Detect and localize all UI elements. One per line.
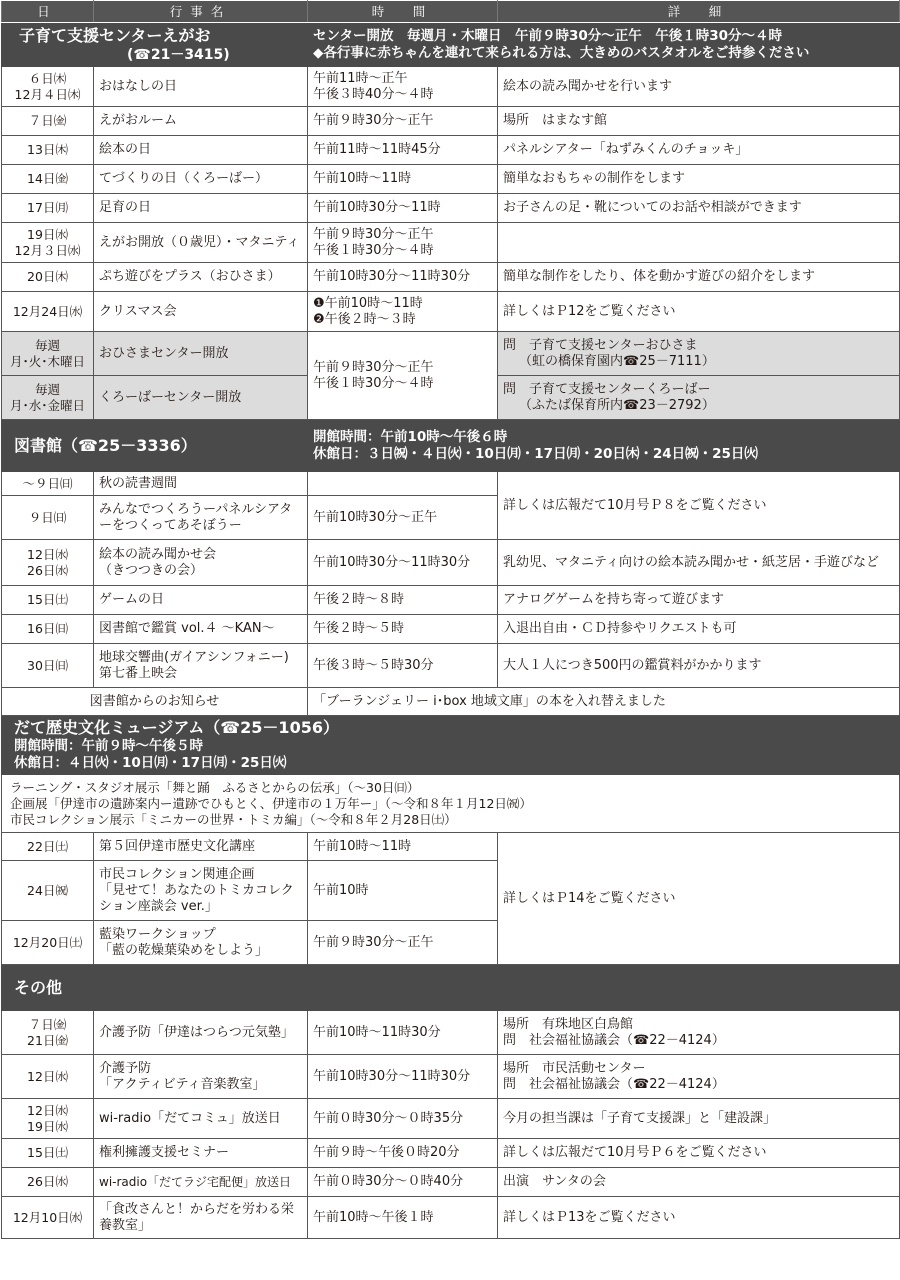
row-date: 17日㈪: [2, 194, 94, 223]
table-row: [2, 644, 900, 688]
row-date: 26日㈬: [2, 1168, 94, 1197]
row-date: ９日㈰: [2, 496, 94, 540]
table-row: [2, 263, 900, 292]
row-date: 19日㈬ 12月３日㈬: [2, 223, 94, 263]
row-detail: パネルシアター「ねずみくんのチョッキ」: [498, 136, 900, 165]
row-date: ～９日㈰: [2, 472, 94, 496]
row-event: 絵本の読み聞かせ会 （きつつきの会）: [94, 540, 308, 586]
row-time: 午前10時～午後１時: [308, 1197, 498, 1239]
row-detail: アナログゲームを持ち寄って遊びます: [498, 586, 900, 615]
row-event: 図書館で鑑賞 vol.４ ～KAN～: [94, 615, 308, 644]
section-info-2: 休館日：３日㈷・４日㈫・10日㈪・17日㈪・20日㈭・24日㈷・25日㈫: [313, 445, 758, 462]
table-header: [2, 1, 900, 23]
section-museum-header: [2, 716, 900, 775]
table-row: [2, 615, 900, 644]
row-date: 毎週 月･水･金曜日: [2, 376, 94, 420]
row-event: くろーばーセンター開放: [94, 376, 308, 420]
row-date: 20日㈭: [2, 263, 94, 292]
table-row: [2, 1139, 900, 1168]
row-event: wi-radio「だてラジ宅配便」放送日: [94, 1168, 308, 1197]
row-time: 午前９時30分～正午: [308, 921, 498, 965]
row-time: 午前10時30分～11時30分: [308, 263, 498, 292]
row-date: ６日㈭ 12月４日㈭: [2, 67, 94, 107]
section-title: 図書館（☎25－3336）: [2, 420, 308, 472]
section-info-1: 開館時間：午前９時～午後５時: [14, 738, 203, 754]
row-time: 午前０時30分～０時40分: [308, 1168, 498, 1197]
row-detail: お子さんの足・靴についてのお話や相談ができます: [498, 194, 900, 223]
row-detail: 絵本の読み聞かせを行います: [498, 67, 900, 107]
row-detail: 簡単な制作をしたり、体を動かす遊びの紹介をします: [498, 263, 900, 292]
header-event: 行事名: [94, 1, 308, 23]
row-detail: 問 子育て支援センターくろーばー （ふたば保育所内☎23－2792）: [498, 376, 900, 420]
table-row: [2, 292, 900, 332]
row-time: 午前10時30分～11時30分: [308, 1055, 498, 1099]
row-date: 12日㈬: [2, 1055, 94, 1099]
event-table: [1, 0, 900, 1239]
row-date: 12日㈬ 26日㈬: [2, 540, 94, 586]
row-date: 13日㈭: [2, 136, 94, 165]
row-date: 14日㈮: [2, 165, 94, 194]
row-time: 午後３時～５時30分: [308, 644, 498, 688]
row-time: 午前10時～11時30分: [308, 1011, 498, 1055]
row-time: 午前11時～11時45分: [308, 136, 498, 165]
row-detail: 大人１人につき500円の鑑賞料がかかります: [498, 644, 900, 688]
row-event: クリスマス会: [94, 292, 308, 332]
table-row: [2, 540, 900, 586]
row-event: えがお開放（０歳児）・マタニティ: [94, 223, 308, 263]
notice-label: 図書館からのお知らせ: [2, 688, 308, 716]
row-date: 15日㈯: [2, 1139, 94, 1168]
row-time: 午前０時30分～０時35分: [308, 1099, 498, 1139]
row-event: ゲームの日: [94, 586, 308, 615]
table-row: [2, 586, 900, 615]
table-row: [2, 1055, 900, 1099]
row-event: wi-radio「だてコミュ」放送日: [94, 1099, 308, 1139]
row-time: 午後２時～５時: [308, 615, 498, 644]
row-time: 午前９時30分～正午 午後１時30分～４時: [308, 332, 498, 420]
row-detail: 今月の担当課は「子育て支援課」と「建設課」: [498, 1099, 900, 1139]
section-other-header: [2, 965, 900, 1011]
row-detail: 詳しくは広報だて10月号Ｐ６をご覧ください: [498, 1139, 900, 1168]
row-detail: 入退出自由・ＣＤ持参やリクエストも可: [498, 615, 900, 644]
table-row: [2, 194, 900, 223]
table-row: [2, 107, 900, 136]
row-event: 地球交響曲(ガイアシンフォニー) 第七番上映会: [94, 644, 308, 688]
row-detail: 詳しくはＰ12をご覧ください: [498, 292, 900, 332]
row-event: 権利擁護支援セミナー: [94, 1139, 308, 1168]
section-egao-header: [2, 23, 900, 67]
row-time: 午前10時～11時: [308, 833, 498, 861]
row-date: 12月20日㈯: [2, 921, 94, 965]
row-date: 24日㈷: [2, 861, 94, 921]
row-event: みんなでつくろうーパネルシアターをつくってあそぼうー: [94, 496, 308, 540]
table-row: [2, 833, 900, 861]
table-row: [2, 67, 900, 107]
header-time: 時 間: [308, 1, 498, 23]
section-info-1: 開館時間：午前10時～午後６時: [313, 428, 508, 445]
row-time: 午前10時30分～11時30分: [308, 540, 498, 586]
row-event: 介護予防「伊達はつらつ元気塾」: [94, 1011, 308, 1055]
row-date: 12月24日㈬: [2, 292, 94, 332]
row-time: 午前10時30分～正午: [308, 496, 498, 540]
row-detail: 詳しくはＰ14をご覧ください: [498, 833, 900, 965]
row-time: 午前９時30分～正午 午後１時30分～４時: [308, 223, 498, 263]
row-date: 30日㈰: [2, 644, 94, 688]
museum-notes-row: [2, 775, 900, 833]
table-row: [2, 223, 900, 263]
row-event: 介護予防 「アクティビティ音楽教室」: [94, 1055, 308, 1099]
row-time: 午前９時～午後０時20分: [308, 1139, 498, 1168]
row-date: 22日㈯: [2, 833, 94, 861]
row-time: 午前10時30分～11時: [308, 194, 498, 223]
table-row: [2, 1197, 900, 1239]
row-event: 秋の読書週間: [94, 472, 308, 496]
section-info-2: ◆各行事に赤ちゃんを連れて来られる方は、大きめのバスタオルをご持参ください: [313, 44, 810, 61]
row-detail: 場所 はまなす館: [498, 107, 900, 136]
row-date: ７日㈮: [2, 107, 94, 136]
row-time: [308, 472, 498, 496]
row-event: おはなしの日: [94, 67, 308, 107]
note-item: 市民コレクション展示「ミニカーの世界・トミカ編」（～令和８年２月28日㈯）: [10, 811, 457, 827]
section-title: だて歴史文化ミュージアム（☎25－1056） 開館時間：午前９時～午後５時 休館日：４日㈫・10日㈪・17日㈪・25日㈫: [2, 716, 498, 775]
row-time: ❶午前10時～11時 ❷午後２時～３時: [308, 292, 498, 332]
row-event: 市民コレクション関連企画 「見せて！あなたのトミカコレクション座談会 ver.」: [94, 861, 308, 921]
row-time: 午前９時30分～正午: [308, 107, 498, 136]
note-item: 企画展「伊達市の遺跡案内ー遺跡でひもとく、伊達市の１万年ー」（～令和８年１月12日㈷）: [10, 795, 532, 811]
row-date: 12日㈬ 19日㈬: [2, 1099, 94, 1139]
library-notice-row: [2, 688, 900, 716]
note-item: ラーニング・スタジオ展示「舞と踊 ふるさとからの伝承」（～30日㈰）: [10, 779, 420, 795]
row-event: 藍染ワークショップ 「藍の乾燥葉染めをしよう」: [94, 921, 308, 965]
row-time: 午後２時～８時: [308, 586, 498, 615]
row-event: 絵本の日: [94, 136, 308, 165]
row-detail: 詳しくは広報だて10月号Ｐ８をご覧ください: [498, 472, 900, 540]
table-row: [2, 1099, 900, 1139]
row-detail: 問 子育て支援センターおひさま （虹の橋保育園内☎25－7111）: [498, 332, 900, 376]
row-event: えがおルーム: [94, 107, 308, 136]
section-info-2: 休館日：４日㈫・10日㈪・17日㈪・25日㈫: [14, 755, 287, 771]
row-date: ７日㈮ 21日㈮: [2, 1011, 94, 1055]
museum-notes: [2, 775, 900, 833]
table-row: [2, 332, 900, 376]
row-time: 午前10時: [308, 861, 498, 921]
table-row: [2, 472, 900, 496]
section-title: 子育て支援センターえがお: [19, 25, 211, 45]
section-library-header: [2, 420, 900, 472]
row-detail: 簡単なおもちゃの制作をします: [498, 165, 900, 194]
table-row: [2, 136, 900, 165]
row-detail: 出演 サンタの会: [498, 1168, 900, 1197]
header-date: 日: [2, 1, 94, 23]
row-date: 15日㈯: [2, 586, 94, 615]
section-tel: (☎21－3415): [127, 46, 230, 63]
section-title: その他: [2, 965, 900, 1011]
row-time: 午前11時～正午 午後３時40分～４時: [308, 67, 498, 107]
section-info-1: センター開放 毎週月・木曜日 午前９時30分～正午 午後１時30分～４時: [313, 27, 783, 44]
table-row: [2, 1168, 900, 1197]
row-date: 12月10日㈬: [2, 1197, 94, 1239]
row-event: 第５回伊達市歴史文化講座: [94, 833, 308, 861]
row-event: 足育の日: [94, 194, 308, 223]
row-event: 「食改さんと！からだを労わる栄養教室」: [94, 1197, 308, 1239]
row-time: 午前10時～11時: [308, 165, 498, 194]
row-event: おひさまセンター開放: [94, 332, 308, 376]
row-detail: 場所 市民活動センター 問 社会福祉協議会（☎22－4124）: [498, 1055, 900, 1099]
row-date: 16日㈰: [2, 615, 94, 644]
row-detail: 場所 有珠地区白鳥館 問 社会福祉協議会（☎22－4124）: [498, 1011, 900, 1055]
row-detail: 詳しくはＰ13をご覧ください: [498, 1197, 900, 1239]
table-row: [2, 1011, 900, 1055]
row-detail: 乳幼児、マタニティ向けの絵本読み聞かせ・紙芝居・手遊びなど: [498, 540, 900, 586]
table-row: [2, 165, 900, 194]
row-date: 毎週 月･火･木曜日: [2, 332, 94, 376]
row-event: ぷち遊びをプラス（おひさま）: [94, 263, 308, 292]
notice-text: 「ブーランジェリー i･box 地域文庫」の本を入れ替えました: [308, 688, 900, 716]
row-event: てづくりの日（くろーばー）: [94, 165, 308, 194]
row-detail: [498, 223, 900, 263]
header-detail: 詳 細: [498, 1, 900, 23]
